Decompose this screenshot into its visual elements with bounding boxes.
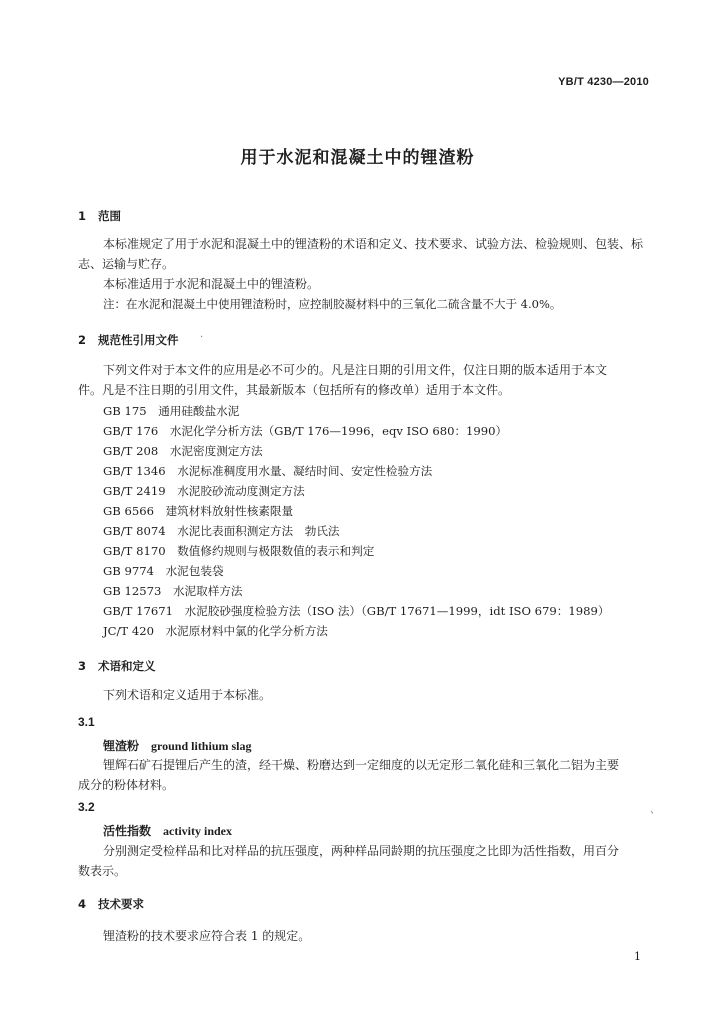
- paragraph: 下列文件对于本文件的应用是必不可少的。凡是注日期的引用文件，仅注日期的版本适用于本文: [103, 363, 608, 377]
- section-number: 3: [78, 659, 87, 673]
- paragraph: 锂渣粉的技术要求应符合表 1 的规定。: [103, 929, 311, 943]
- reference-item: GB/T 2419 水泥胶砂流动度测定方法: [103, 484, 305, 498]
- term-chinese: 锂渣粉: [103, 739, 140, 753]
- term-definition: 锂辉石矿石提锂后产生的渣，经干燥、粉磨达到一定细度的以无定形二氧化硅和三氧化二铝为主要: [103, 758, 620, 772]
- reference-item: GB/T 8074 水泥比表面积测定方法 勃氏法: [103, 524, 340, 538]
- page-number: 1: [634, 950, 641, 963]
- paragraph-continuation: 件。凡是不注日期的引用文件，其最新版本（包括所有的修改单）适用于本文件。: [78, 383, 511, 397]
- section-title: 范围: [98, 209, 121, 223]
- page-title: 用于水泥和混凝土中的锂渣粉: [240, 148, 475, 168]
- reference-item: GB/T 1346 水泥标准稠度用水量、凝结时间、安定性检验方法: [103, 464, 433, 478]
- section-number: 1: [78, 209, 87, 223]
- section-title: 技术要求: [98, 897, 144, 911]
- reference-item: GB 9774 水泥包装袋: [103, 564, 224, 578]
- reference-item: GB/T 17671 水泥胶砂强度检验方法（ISO 法）（GB/T 17671—1999，idt ISO 679：1989）: [103, 604, 610, 618]
- section-4-heading: [78, 896, 144, 912]
- standard-code: YB/T 4230—2010: [558, 76, 649, 88]
- subsection-number: 3.1: [78, 715, 95, 729]
- reference-item: GB/T 176 水泥化学分析方法（GB/T 176—1996，eqv ISO 680：1990）: [103, 424, 508, 438]
- section-number: 4: [78, 897, 87, 911]
- term-chinese: 活性指数: [103, 824, 152, 838]
- note: 注：在水泥和混凝土中使用锂渣粉时，应控制胶凝材料中的三氧化二硫含量不大于 4.0%。: [103, 297, 562, 311]
- reference-item: GB 6566 建筑材料放射性核素限量: [103, 504, 294, 518]
- paragraph: 本标准适用于水泥和混凝土中的锂渣粉。: [103, 277, 320, 291]
- section-number: 2: [78, 333, 87, 347]
- paragraph: 下列术语和定义适用于本标准。: [103, 688, 272, 702]
- term-english: activity index: [163, 824, 233, 838]
- scan-speck: ·: [200, 332, 204, 343]
- subsection-number: 3.2: [78, 800, 95, 814]
- reference-item: GB 175 通用硅酸盐水泥: [103, 404, 240, 418]
- term-definition-continuation: 数表示。: [78, 864, 127, 878]
- reference-item: GB 12573 水泥取样方法: [103, 584, 243, 598]
- reference-item: GB/T 208 水泥密度测定方法: [103, 444, 263, 458]
- term-definition-continuation: 成分的粉体材料。: [78, 778, 175, 792]
- paragraph: 本标准规定了用于水泥和混凝土中的锂渣粉的术语和定义、技术要求、试验方法、检验规则、包装、标: [103, 237, 644, 251]
- section-title: 规范性引用文件: [98, 333, 179, 347]
- reference-item: GB/T 8170 数值修约规则与极限数值的表示和判定: [103, 544, 375, 558]
- term-english: ground lithium slag: [151, 739, 252, 753]
- paragraph-continuation: 志、运输与贮存。: [78, 257, 175, 271]
- section-1-heading: [78, 208, 121, 224]
- term-entry: [103, 822, 232, 839]
- section-title: 术语和定义: [98, 659, 156, 673]
- section-2-heading: [78, 332, 179, 348]
- section-3-heading: [78, 658, 156, 674]
- term-definition: 分别测定受检样品和比对样品的抗压强度，两种样品同龄期的抗压强度之比即为活性指数，用百分: [103, 844, 620, 858]
- scan-speck: 、: [650, 805, 660, 816]
- term-entry: [103, 737, 252, 754]
- reference-item: JC/T 420 水泥原材料中氯的化学分析方法: [103, 624, 328, 638]
